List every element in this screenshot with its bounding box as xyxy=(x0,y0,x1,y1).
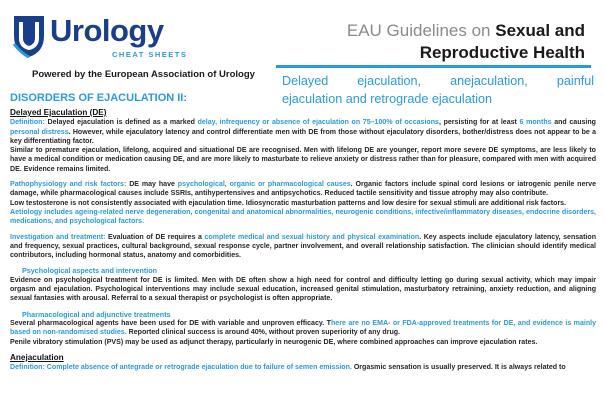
header-divider xyxy=(276,65,591,68)
psychological-text: Evidence on psychological treatment for DE is limited. Men with DE often show a high need for control and difficulty letting go during sexual activity, which may impair orgasm and ejaculation. Psychological interventions may include sexual education, increased genital stimulation, masturbatory retraining, anxiety reduction, and aligning sexual fantasies with arousal. Referral to a sexual therapist or psychologist is often appropriate. xyxy=(10,276,596,303)
de-testosterone: Low testosterone is not consistently associated with ejaculation time. Idiosyncratic masturbation patterns and low desire for sexual stimuli are additional risk factors. xyxy=(10,199,567,207)
text: Several pharmacological agents have been used for DE with variable and unproven efficacy. T xyxy=(10,319,331,327)
highlight: delay, infrequency or absence of ejaculation on 75–100% of occasions xyxy=(197,119,439,127)
logo-subtitle: CHEAT SHEETS xyxy=(112,50,188,59)
shield-logo-icon xyxy=(12,14,46,58)
title-prefix: EAU Guidelines on xyxy=(346,21,491,40)
powered-by-text: Powered by the European Association of Urology xyxy=(32,69,255,80)
de-aetiology: Aetiology includes ageing-related nerve degeneration, congenital and anatomical abnormalities, neurogenic conditions, infective/inflammatory diseases, endocrine disorders, medications, and psychological factors. xyxy=(10,208,596,226)
de-pathophysiology xyxy=(10,180,596,199)
title-line2: Reproductive Health xyxy=(419,43,585,62)
de-investigation xyxy=(10,233,596,261)
label: Investigation and treatment: xyxy=(10,233,106,241)
text: . However, while ejaculatory latency and control differentiate men with DE from those without ejaculatory disorders, bother/distress does not appear to be a key differentiating factor. xyxy=(10,128,596,145)
anejaculation-heading: Anejaculation xyxy=(10,352,64,362)
urology-logo xyxy=(12,12,192,64)
label: Definition: xyxy=(10,119,45,127)
pvs-text: Penile vibratory stimulation (PVS) may be used as adjunct therapy, particularly in neurogenic DE, where combined approaches can improve ejaculation rates. xyxy=(10,338,538,346)
topic-line2: ejaculation and retrograde ejaculation xyxy=(282,92,493,106)
highlight: 6 months xyxy=(519,119,552,127)
highlight: complete medical and sexual history and physical examination xyxy=(204,233,420,241)
text: Reported clinical success is around 40%, without proven superiority of any drug. xyxy=(126,329,401,337)
text: , persisting for at least xyxy=(438,119,520,127)
label: Definition: xyxy=(10,364,45,372)
text: DE may have xyxy=(126,181,178,189)
text: . Key aspects include ejaculatory latency, sensation and frequency, sexual practices, cultural background, sexual response cycle, partner involvement, and overall relationship satisfaction. The clinician should identify medical contributors, including hormonal status, anatomy and comorbidities. xyxy=(10,233,596,260)
guideline-title xyxy=(347,20,585,64)
text: Evaluation of DE requires a xyxy=(105,233,205,241)
text: Delayed ejaculation is defined as a marked xyxy=(44,119,198,127)
topic-line1: Delayed ejaculation, anejaculation, painful xyxy=(282,74,594,88)
text: Orgasmic sensation is usually preserved. It is always related to xyxy=(351,364,566,372)
de-heading: Delayed Ejaculation (DE) xyxy=(10,108,107,117)
text: and causing xyxy=(551,119,596,127)
de-subtypes: Similar to premature ejaculation, lifelong, acquired and situational DE are recognised. Men with lifelong DE are younger, report more severe DE symptoms, are less likely to have a medical condition or medication causing DE, and are more likely to masturbate to relieve anxiety or distress rather than for pleasure, compared with men with acquired DE. Evidence remains limited. xyxy=(10,147,596,173)
title-line1: Sexual and xyxy=(495,21,585,40)
highlight: personal distress xyxy=(10,128,69,136)
highlight: Complete absence of antegrade or retrograde ejaculation due to failure of semen emission. xyxy=(44,364,352,372)
de-definition xyxy=(10,118,596,146)
logo-wordmark: Urology xyxy=(50,13,164,48)
psychological-subheading: Psychological aspects and intervention xyxy=(22,266,158,276)
highlight: here are no EMA- or FDA-approved treatments for DE, and evidence is mainly based on non-randomised studies. xyxy=(10,319,597,337)
pharmacological-subheading: Pharmacological and adjunctive treatments xyxy=(22,309,171,319)
anejaculation-definition xyxy=(10,363,596,372)
pharmacological-text xyxy=(10,319,596,338)
label: Pathophysiology and risk factors: xyxy=(10,181,127,189)
topic-title xyxy=(282,72,594,108)
main-content xyxy=(10,108,596,372)
section-heading: DISORDERS OF EJACULATION II: xyxy=(10,92,188,104)
highlight: psychological, organic or pharmacological causes xyxy=(177,181,351,189)
text: . Organic factors include spinal cord lesions or iatrogenic penile nerve damage, while pharmacological causes include SSRIs, antihypertensives and antipsychotics. Reduced tactile sensitivity and tissue atrophy may also contribute. xyxy=(10,181,596,198)
